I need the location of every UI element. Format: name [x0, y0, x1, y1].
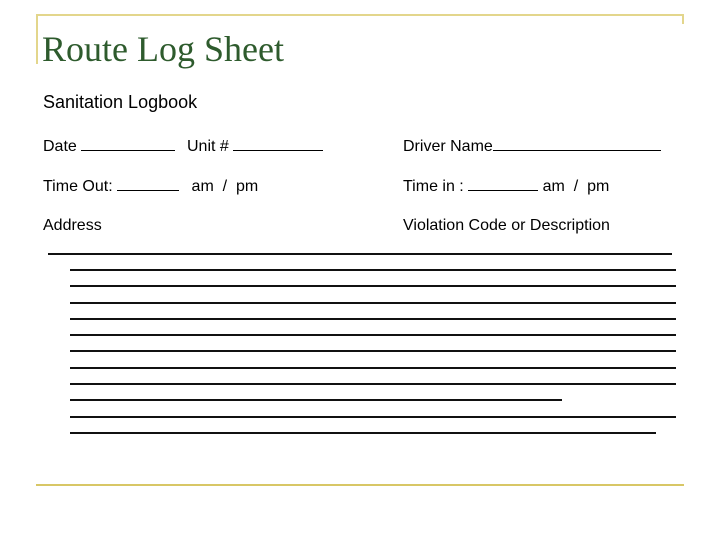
address-label: Address — [43, 217, 102, 234]
time-out-ampm: am / pm — [191, 178, 259, 195]
frame-left-border — [36, 14, 38, 64]
frame-bottom-border — [36, 484, 684, 486]
unit-field[interactable] — [187, 136, 323, 157]
writing-line[interactable] — [70, 416, 676, 418]
page-title: Route Log Sheet — [42, 29, 284, 69]
driver-name-blank[interactable] — [493, 136, 661, 151]
time-out-field[interactable] — [43, 176, 258, 197]
writing-line[interactable] — [70, 334, 676, 336]
unit-label: Unit # — [187, 138, 229, 155]
writing-line[interactable] — [70, 350, 676, 352]
time-in-blank[interactable] — [468, 176, 538, 191]
date-blank[interactable] — [81, 136, 175, 151]
time-out-blank[interactable] — [117, 176, 179, 191]
date-field[interactable] — [43, 136, 175, 157]
frame-top-border — [36, 14, 684, 16]
time-in-label: Time in : — [403, 178, 464, 195]
writing-line[interactable] — [70, 269, 676, 271]
writing-line[interactable] — [70, 367, 676, 369]
writing-line[interactable] — [70, 302, 676, 304]
driver-name-field[interactable] — [403, 136, 661, 157]
driver-name-label: Driver Name — [403, 138, 493, 155]
writing-line[interactable] — [70, 383, 676, 385]
date-label: Date — [43, 138, 77, 155]
logbook-subtitle: Sanitation Logbook — [43, 92, 198, 112]
writing-line[interactable] — [70, 432, 656, 434]
time-in-field[interactable] — [403, 176, 609, 197]
violation-label: Violation Code or Description — [403, 217, 610, 234]
writing-line[interactable] — [48, 253, 672, 255]
writing-line[interactable] — [70, 399, 562, 401]
frame-right-border — [682, 14, 684, 24]
writing-line[interactable] — [70, 318, 676, 320]
unit-blank[interactable] — [233, 136, 323, 151]
time-out-label: Time Out: — [43, 178, 113, 195]
writing-line[interactable] — [70, 285, 676, 287]
time-in-ampm: am / pm — [542, 178, 610, 195]
